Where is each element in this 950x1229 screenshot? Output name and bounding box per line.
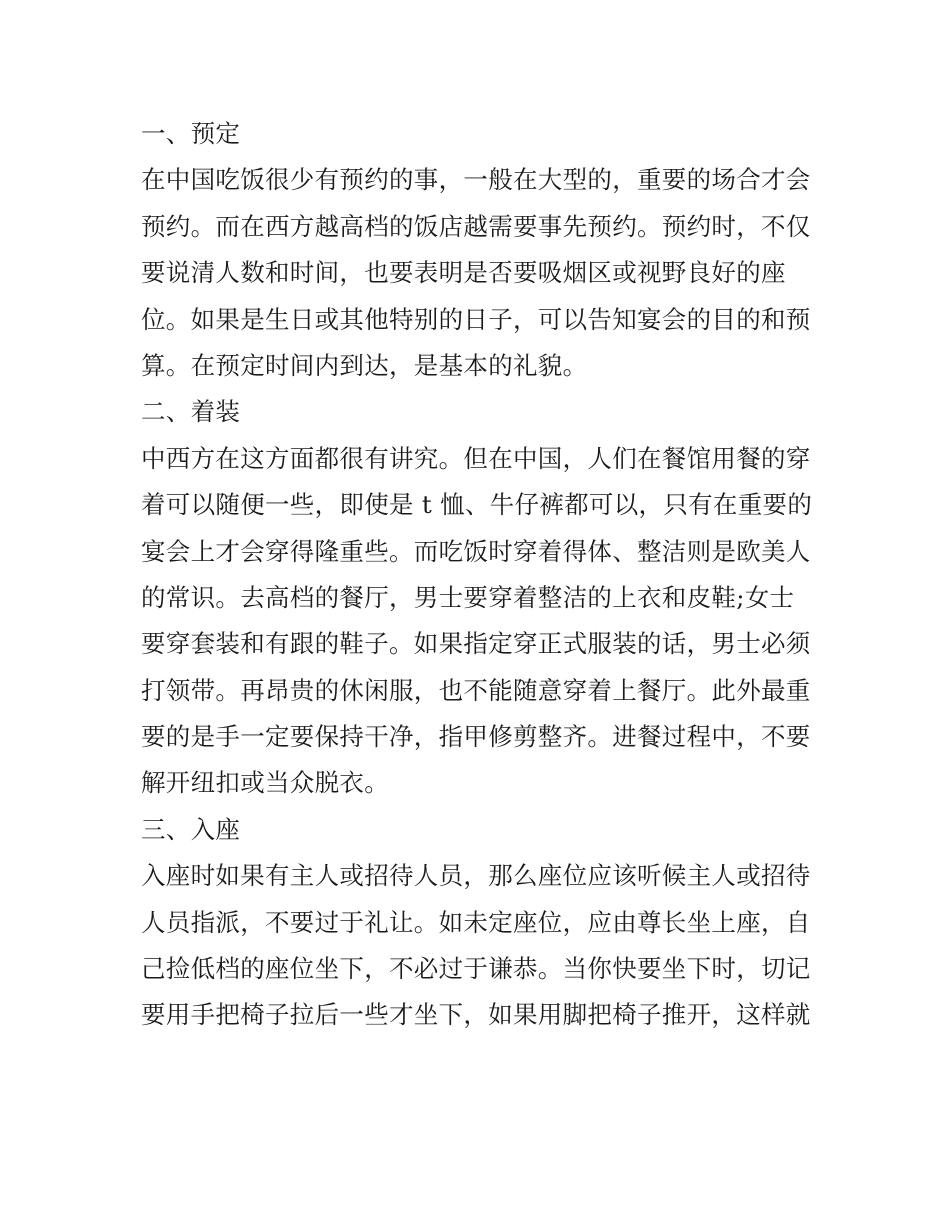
paragraph-line: 要用手把椅子拉后一些才坐下，如果用脚把椅子推开，这样就 <box>141 1000 811 1030</box>
section-reservation <box>141 111 821 389</box>
document-body <box>141 111 821 1039</box>
paragraph-line: 要的是手一定要保持干净，指甲修剪整齐。进餐过程中，不要 <box>141 722 811 752</box>
paragraph-line: 宴会上才会穿得隆重些。而吃饭时穿着得体、整洁则是欧美人 <box>141 536 811 566</box>
paragraph-line: 着可以随便一些，即使是 t 恤、牛仔裤都可以，只有在重要的 <box>141 490 813 520</box>
paragraph-line: 的常识。去高档的餐厅，男士要穿着整洁的上衣和皮鞋;女士 <box>141 582 795 612</box>
paragraph-line: 己捡低档的座位坐下，不必过于谦恭。当你快要坐下时，切记 <box>141 954 811 984</box>
paragraph-line: 人员指派，不要过于礼让。如未定座位，应由尊长坐上座，自 <box>141 907 811 937</box>
paragraph-line: 算。在预定时间内到达，是基本的礼貌。 <box>141 350 588 380</box>
paragraph-line: 预约。而在西方越高档的饭店越需要事先预约。预约时，不仅 <box>141 211 811 241</box>
paragraph-line: 中西方在这方面都很有讲究。但在中国，人们在餐馆用餐的穿 <box>141 443 811 473</box>
paragraph-line: 要说清人数和时间，也要表明是否要吸烟区或视野良好的座 <box>141 258 786 288</box>
paragraph-line: 打领带。再昂贵的休闲服，也不能随意穿着上餐厅。此外最重 <box>141 675 811 705</box>
paragraph-line: 入座时如果有主人或招待人员，那么座位应该听候主人或招待 <box>141 861 811 891</box>
paragraph-line: 要穿套装和有跟的鞋子。如果指定穿正式服装的话，男士必须 <box>141 629 811 659</box>
section-heading: 一、预定 <box>141 119 241 148</box>
section-dress-code <box>141 389 821 807</box>
paragraph-line: 解开纽扣或当众脱衣。 <box>141 768 389 798</box>
section-heading: 二、着装 <box>141 397 241 427</box>
paragraph-line: 在中国吃饭很少有预约的事，一般在大型的，重要的场合才会 <box>141 165 811 195</box>
section-seating <box>141 807 821 1039</box>
section-heading: 三、入座 <box>141 814 241 844</box>
paragraph-line: 位。如果是生日或其他特别的日子，可以告知宴会的目的和预 <box>141 304 811 334</box>
